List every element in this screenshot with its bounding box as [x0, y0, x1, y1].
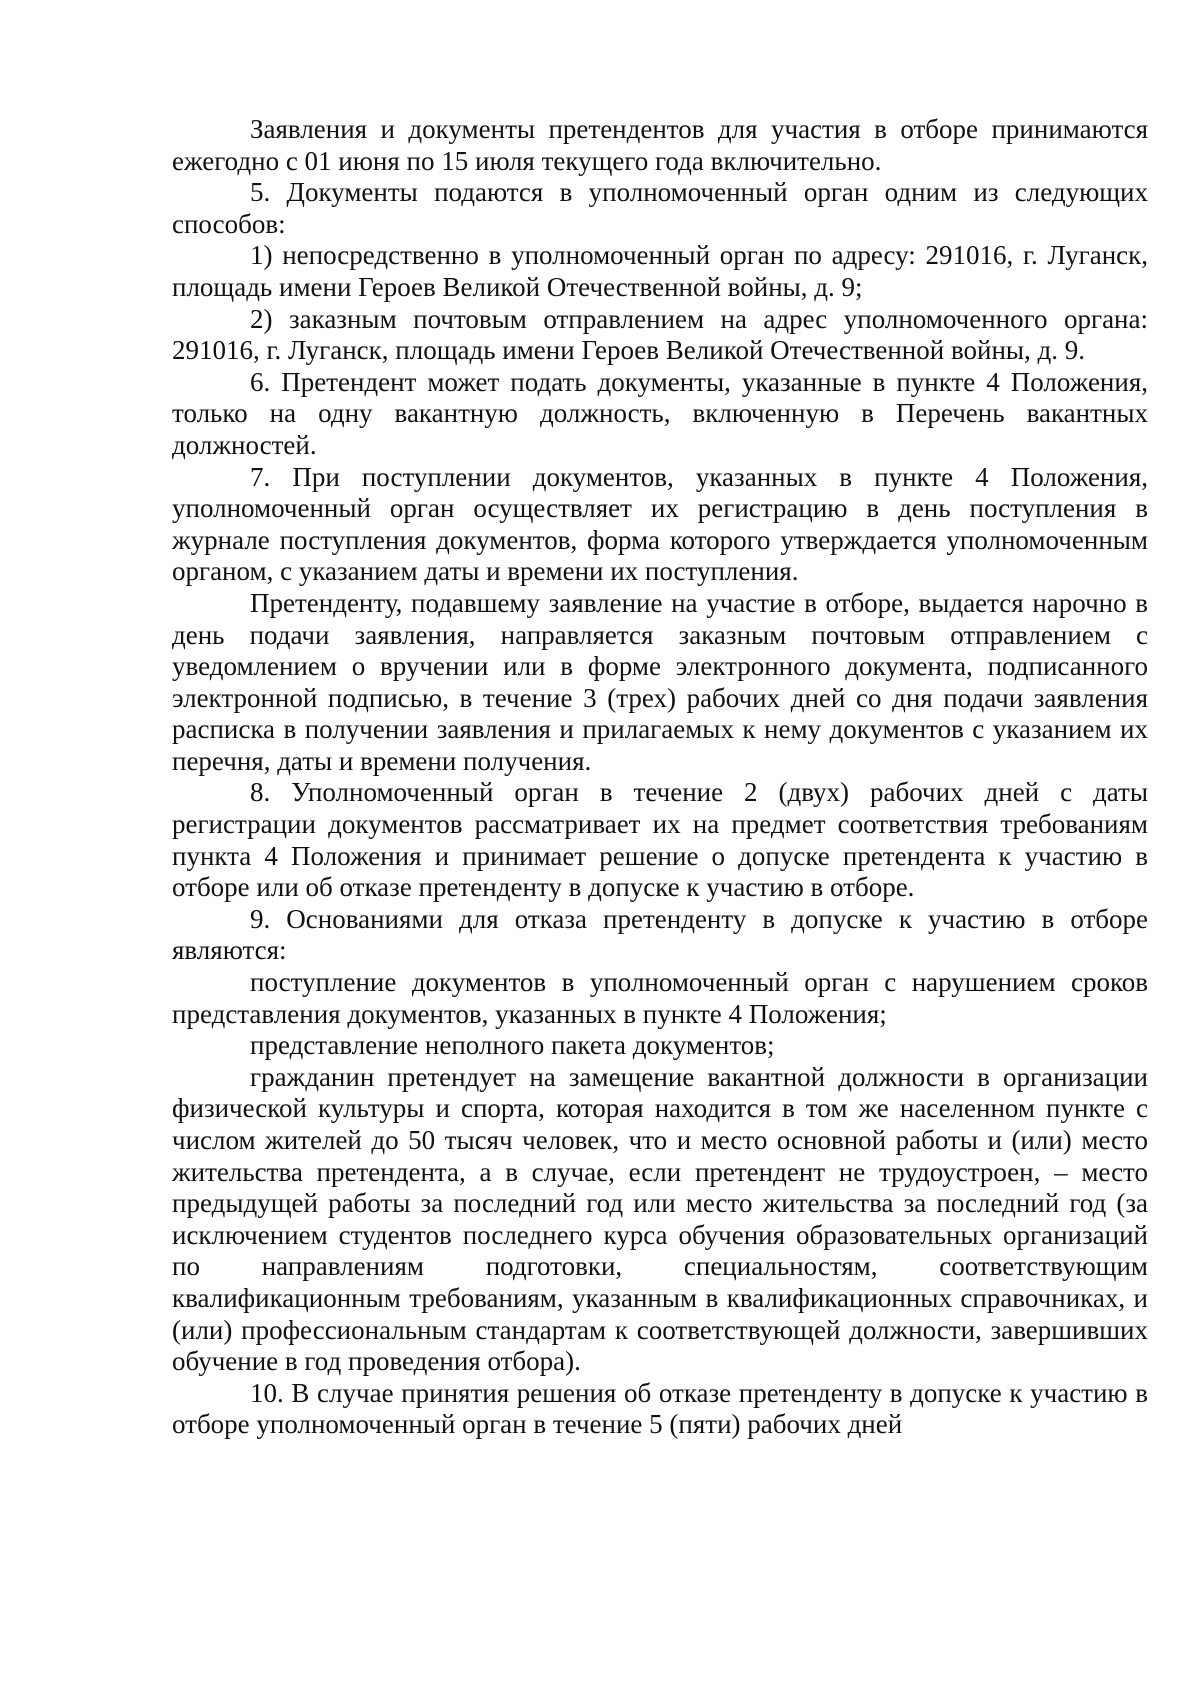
paragraph-ground-location: гражданин претендует на замещение вакантной должности в организации физической культуры и спорта, которая находится в том же населенном пункте с числом жителей до 50 тысяч человек, что и место основной работы и (или) место жительства претендента, а в случае, если претендент не трудоустроен, – место предыдущей работы за последний год или место жительства за последний год (за исключением студентов последнего курса обучения образовательных организаций по направлениям подготовки, специальностям, соответствующим квалификационным требованиям, указанным в квалификационных справочниках, и (или) профессиональным стандартам к соответствующей должности, завершивших обучение в год проведения отбора). [172, 1061, 1148, 1377]
paragraph-item-7: 7. При поступлении документов, указанных в пункте 4 Положения, уполномоченный орган осуществляет их регистрацию в день поступления в журнале поступления документов, форма которого утверждается уполномоченным органом, с указанием даты и времени их поступления. [172, 461, 1148, 587]
paragraph-ground-incomplete: представление неполного пакета документов; [250, 1030, 775, 1061]
paragraph-ground-deadline: поступление документов в уполномоченный орган с нарушением сроков представления документов, указанных в пункте 4 Положения; [172, 967, 1148, 1029]
paragraph-item-5: 5. Документы подаются в уполномоченный орган одним из следующих способов: [172, 177, 1148, 239]
paragraph-item-9: 9. Основаниями для отказа претенденту в допуске к участию в отборе являются: [172, 903, 1148, 966]
paragraph-item-10: 10. В случае принятия решения об отказе претенденту в допуске к участию в отборе уполномоченный орган в течение 5 (пяти) рабочих дней [172, 1377, 1148, 1440]
paragraph-item-8: 8. Уполномоченный орган в течение 2 (двух) рабочих дней с даты регистрации документов рассматривает их на предмет соответствия требованиям пункта 4 Положения и принимает решение о допуске претендента к участию в отборе или об отказе претенденту в допуске к участию в отборе. [172, 777, 1148, 903]
paragraph-item-6: 6. Претендент может подать документы, указанные в пункте 4 Положения, только на одну вакантную должность, включенную в Перечень вакантных должностей. [172, 366, 1148, 460]
document-page [172, 114, 1148, 1441]
paragraph-item-5-2: 2) заказным почтовым отправлением на адрес уполномоченного органа: 291016, г. Луганск, площадь имени Героев Великой Отечественной войны, д. 9. [172, 303, 1148, 366]
paragraph-application-period: Заявления и документы претендентов для участия в отборе принимаются ежегодно с 01 июня по 15 июля текущего года включительно. [172, 114, 1148, 176]
paragraph-receipt: Претенденту, подавшему заявление на участие в отборе, выдается нарочно в день подачи заявления, направляется заказным почтовым отправлением с уведомлением о вручении или в форме электронного документа, подписанного электронной подписью, в течение 3 (трех) рабочих дней со дня подачи заявления расписка в получении заявления и прилагаемых к нему документов с указанием их перечня, даты и времени получения. [172, 587, 1148, 776]
paragraph-item-5-1: 1) непосредственно в уполномоченный орган по адресу: 291016, г. Луганск, площадь имени Героев Великой Отечественной войны, д. 9; [172, 240, 1148, 302]
